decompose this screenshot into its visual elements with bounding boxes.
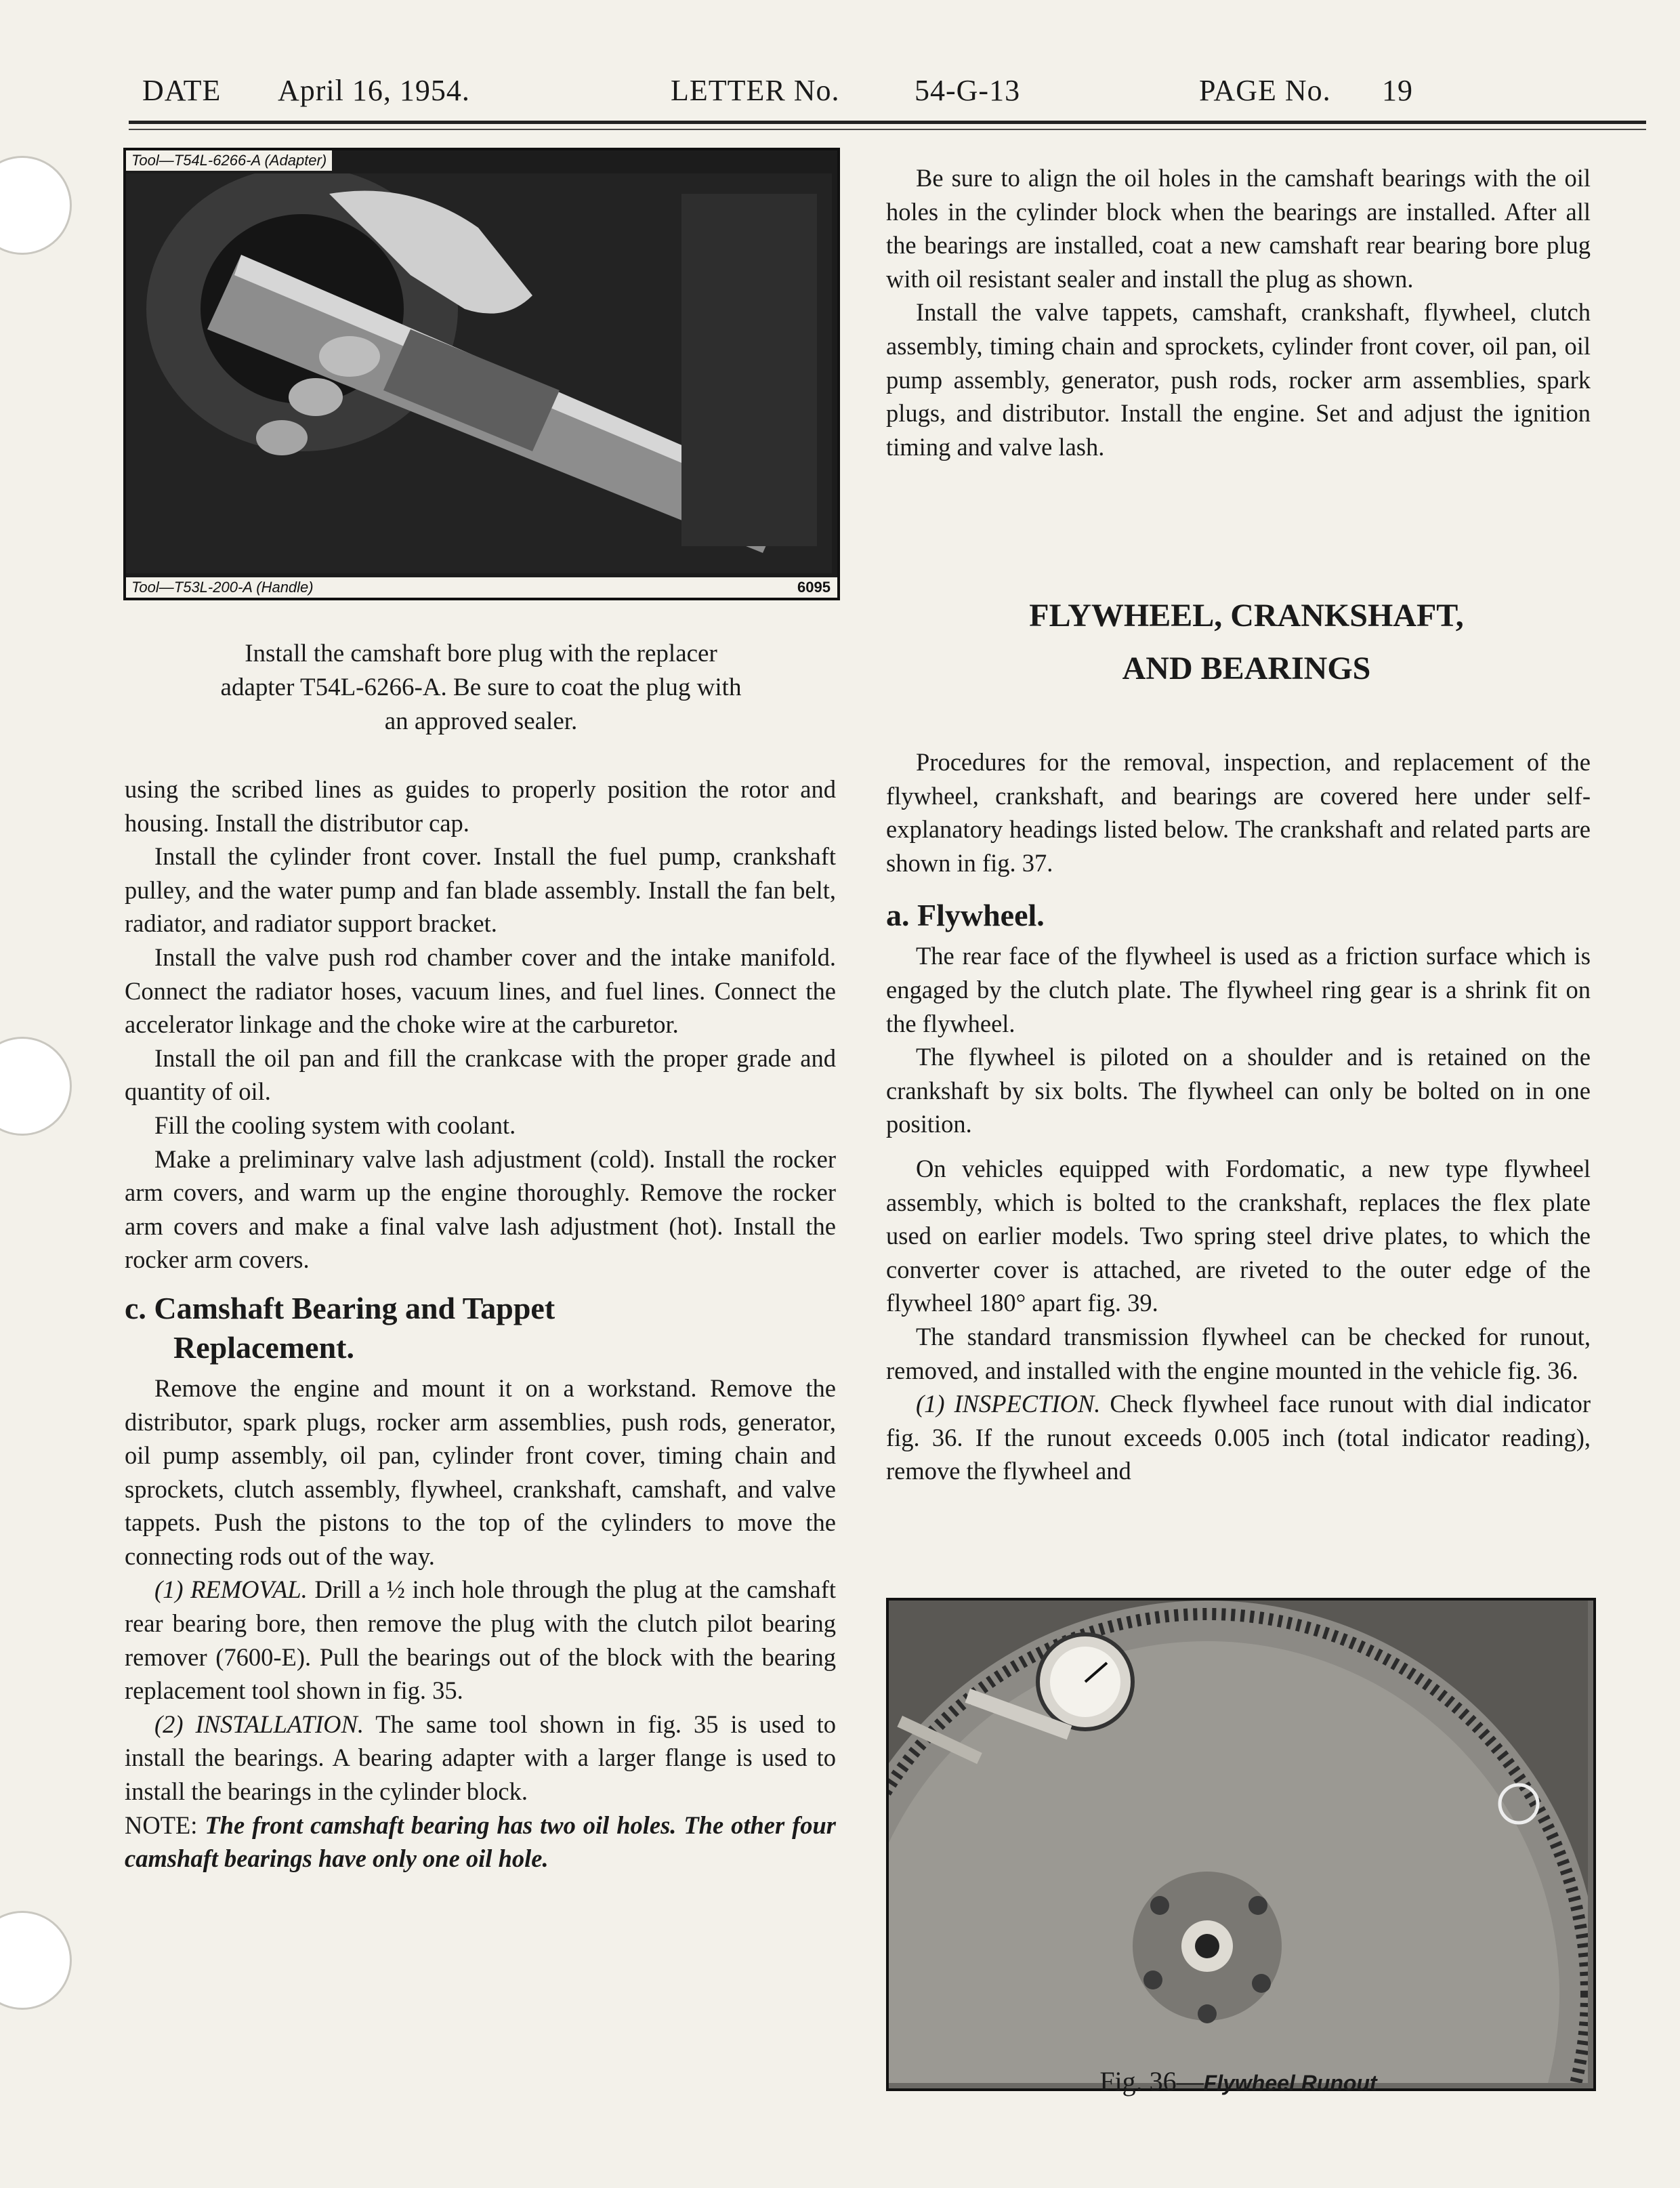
note-text: The front camshaft bearing has two oil holes. The other four camshaft bearings have only one oil hole. bbox=[125, 1811, 837, 1873]
section-title-line: FLYWHEEL, CRANKSHAFT, bbox=[1029, 598, 1464, 634]
removal-text: Drill a ½ inch hole through the plug at the camshaft rear bearing bore, then remove the plug with the clutch pilot bearing remover (7600-E). Pull the bearings out of the block with the bearing replacement tool shown in fig. 35. bbox=[125, 1575, 836, 1705]
paragraph: Procedures for the removal, inspection, and replacement of the flywheel, crankshaft, and bearings are covered here under self-explanatory headings listed below. The crankshaft and related parts are shown in fig. 37. bbox=[886, 748, 1591, 877]
installation-text: The same tool shown in fig. 35 is used to install the bearings. A bearing adapter with a larger flange is used to install the bearings in the cylinder block. bbox=[125, 1710, 836, 1806]
paragraph: Install the cylinder front cover. Install the fuel pump, crankshaft pulley, and the water pump and fan blade assembly. Install the fan belt, radiator, and radiator support bracket. bbox=[125, 842, 836, 938]
flywheel-illustration bbox=[889, 1601, 1588, 2083]
paragraph: The rear face of the flywheel is used as a friction surface which is engaged by the clutch plate. The flywheel ring gear is a shrink fit on the flywheel. bbox=[886, 942, 1591, 1037]
figure-flywheel-runout-photo bbox=[886, 1598, 1596, 2091]
figure-camshaft-plug-photo bbox=[123, 148, 840, 600]
right-column-top bbox=[886, 161, 1591, 463]
letter-value: 54-G-13 bbox=[915, 74, 1021, 107]
paragraph-installation bbox=[125, 1708, 836, 1809]
figure1-caption: Install the camshaft bore plug with the replacer adapter T54L-6266-A. Be sure to coat the plug with an approved sealer. bbox=[220, 640, 742, 735]
section-title-line: AND BEARINGS bbox=[1122, 651, 1371, 686]
installation-label: (2) INSTALLATION. bbox=[154, 1710, 364, 1738]
paragraph-removal bbox=[125, 1573, 836, 1707]
date-label: DATE bbox=[142, 74, 222, 107]
figure-number: 6095 bbox=[791, 577, 837, 598]
paragraph: Install the valve push rod chamber cover and the intake manifold. Connect the radiator hoses, vacuum lines, and fuel lines. Connect the accelerator linkage and the choke wire at the carburetor. bbox=[125, 943, 836, 1039]
heading-flywheel: a. Flywheel. bbox=[886, 898, 1045, 933]
left-column bbox=[125, 772, 836, 1876]
paragraph: Install the valve tappets, camshaft, crankshaft, flywheel, clutch assembly, timing chain and sprockets, cylinder front cover, oil pan, oil pump assembly, generator, push rods, rocker arm assemblies, spark plugs, and distributor. Install the engine. Set and adjust the ignition timing and valve lash. bbox=[886, 298, 1591, 461]
figure2-caption bbox=[886, 2065, 1591, 2097]
note-label: NOTE: bbox=[125, 1811, 198, 1839]
paragraph: Make a preliminary valve lash adjustment (cold). Install the rocker arm covers, and warm up the engine thoroughly. Remove the rocker arm covers and make a final valve lash adjustment (hot). Install the rocker arm covers. bbox=[125, 1144, 836, 1274]
heading-line: c. Camshaft Bearing and Tappet bbox=[125, 1290, 555, 1325]
tool-adapter-label: Tool—T54L-6266-A (Adapter) bbox=[126, 150, 332, 171]
paragraph: The standard transmission flywheel can be checked for runout, removed, and installed with the engine mounted in the vehicle fig. 36. bbox=[886, 1322, 1591, 1384]
binder-hole-bottom bbox=[0, 1911, 72, 2010]
header-rule-thin bbox=[129, 129, 1646, 130]
camshaft-tool-illustration bbox=[126, 173, 832, 573]
section-title bbox=[881, 590, 1612, 695]
tool-handle-label: Tool—T53L-200-A (Handle) bbox=[126, 577, 840, 598]
binder-hole-middle bbox=[0, 1037, 72, 1136]
paragraph: Remove the engine and mount it on a workstand. Remove the distributor, spark plugs, rocker arm assemblies, push rods, generator, oil pump assembly, oil pan, cylinder front cover, timing chain and sprockets, clutch assembly, flywheel, crankshaft, camshaft, and valve tappets. Push the pistons to the top of the cylinders to move the connecting rods out of the way. bbox=[125, 1374, 836, 1570]
inspection-text: Check flywheel face runout with dial indicator fig. 36. If the runout exceeds 0.005 inch (total indicator reading), remove the flywheel and bbox=[886, 1390, 1591, 1485]
heading-line: Replacement. bbox=[173, 1329, 354, 1365]
paragraph: using the scribed lines as guides to properly position the rotor and housing. Install the distributor cap. bbox=[125, 775, 836, 837]
heading-camshaft-bearing bbox=[125, 1289, 836, 1367]
letter-label: LETTER No. bbox=[671, 74, 840, 107]
header-rule bbox=[129, 121, 1646, 124]
figure2-title: Flywheel Runout bbox=[1203, 2071, 1377, 2095]
paragraph: Fill the cooling system with coolant. bbox=[154, 1111, 516, 1139]
paragraph: Install the oil pan and fill the crankcase with the proper grade and quantity of oil. bbox=[125, 1044, 836, 1106]
page-label: PAGE No. bbox=[1199, 74, 1331, 107]
binder-hole-top bbox=[0, 156, 72, 255]
inspection-label: (1) INSPECTION. bbox=[916, 1390, 1101, 1418]
removal-label: (1) REMOVAL. bbox=[154, 1575, 308, 1604]
paragraph: The flywheel is piloted on a shoulder and is retained on the crankshaft by six bolts. The flywheel can only be bolted on in one position. bbox=[886, 1043, 1591, 1138]
paragraph-inspection bbox=[886, 1387, 1591, 1488]
right-column-bottom bbox=[886, 745, 1591, 1488]
date-value: April 16, 1954. bbox=[278, 74, 470, 107]
figure2-label: Fig. 36— bbox=[1099, 2066, 1204, 2097]
paragraph: On vehicles equipped with Fordomatic, a new type flywheel assembly, which is bolted to the crankshaft, replaces the flex plate used on earlier models. Two spring steel drive plates, to which the converter cover is attached, are riveted to the outer edge of the flywheel 180° apart fig. 39. bbox=[886, 1154, 1591, 1317]
note-paragraph bbox=[125, 1809, 836, 1876]
page-value: 19 bbox=[1382, 74, 1413, 107]
paragraph: Be sure to align the oil holes in the camshaft bearings with the oil holes in the cylinder block when the bearings are installed. After all the bearings are installed, coat a new camshaft rear bearing bore plug with oil resistant sealer and install the plug as shown. bbox=[886, 164, 1591, 293]
